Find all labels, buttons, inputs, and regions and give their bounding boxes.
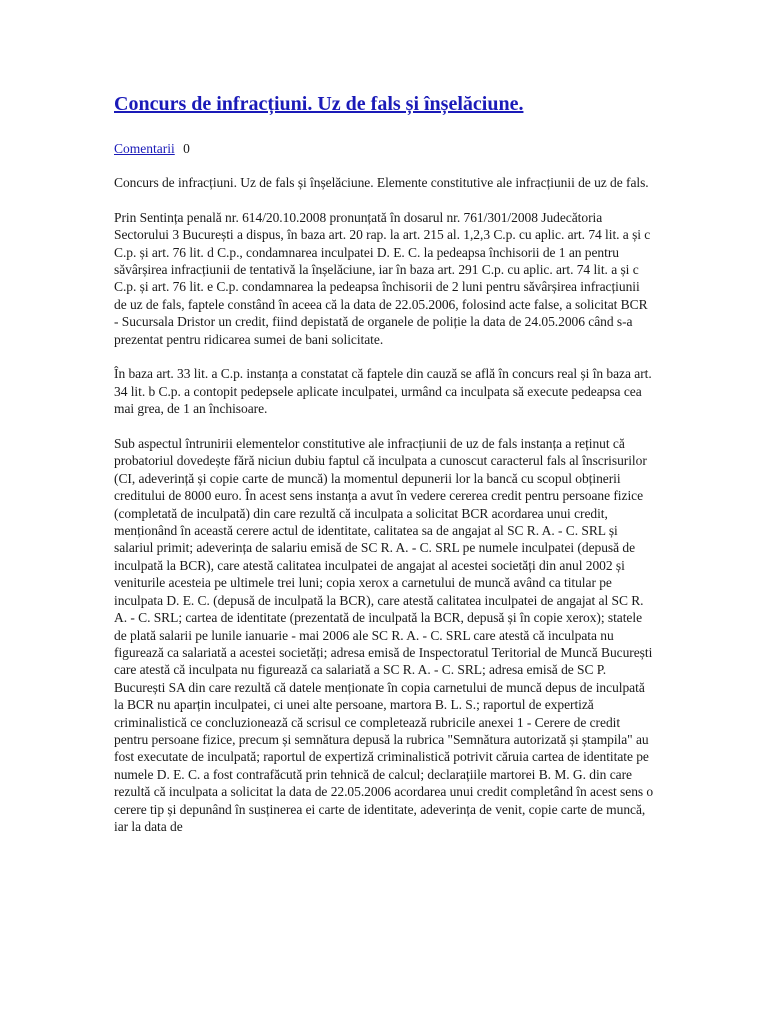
comments-link[interactable]: Comentarii bbox=[114, 141, 175, 156]
article-paragraph-sentence: Prin Sentința penală nr. 614/20.10.2008 pronunțată în dosarul nr. 761/301/2008 Judecătoria Sectorului 3 București a dispus, în baza art. 20 rap. la art. 215 al. 1,2,3 C.p. cu aplic. art. 74 lit. a și c C.p. și art. 76 lit. d C.p., condamnarea inculpatei D. E. C. la pedeapsa închisorii de 1 an pentru săvârșirea infracțiunii de tentativă la înșelăciune, iar în baza art. 291 C.p. cu aplic. art. 74 lit. a și c C.p. și art. 76 lit. e C.p. condamnarea la pedeapsa închisorii de 2 luni pentru săvârșirea infracțiunii de uz de fals, faptele constând în aceea că la data de 22.05.2006, folosind acte false, a solicitat BCR - Sucursala Dristor un credit, fiind depistată de organele de poliție la data de 24.05.2006 când s-a prezentat pentru ridicarea sumei de bani solicitate. bbox=[114, 209, 651, 347]
article-paragraph-evidence: Sub aspectul întrunirii elementelor constitutive ale infracțiunii de uz de fals instanța a reținut că probatoriul dovedește fără niciun dubiu faptul că inculpata a cunoscut caracterul fals al înscrisurilor (CI, adeverință și copie carte de muncă) la momentul depunerii lor la bancă cu scopul obținerii creditului de 8000 euro. În acest sens instanța a avut în vedere cererea credit pentru persoane fizice (completată de inculpată) din care rezultă că inculpata a solicitat BCR acordarea unui credit, menționând în această cerere actul de identitate, calitatea sa de angajat al SC R. A. - C. SRL și salariul primit; adeverința de salariu emisă de SC R. A. - C. SRL pe numele inculpatei (depusă de inculpată la BCR), care atestă calitatea inculpatei de angajat al acestei societăți din anul 2002 și veniturile acesteia pe ultimele trei luni; copia xerox a carnetului de muncă având ca titular pe inculpata D. E. C. (depusă de inculpată la BCR), care atestă calitatea inculpatei de angajat al SC R. A. - C. SRL; cartea de identitate (prezentată de inculpată la BCR, depusă și în copie xerox); statele de plată salarii pe lunile ianuarie - mai 2006 ale SC R. A. - C. SRL care atestă că inculpata nu figurează ca salariată a acestei societăți; adresa emisă de Inspectoratul Teritorial de Muncă București care atestă că inculpata nu figurează ca salariată a SC R. A. - C. SRL; adresa emisă de SC P. București SA din care rezultă că datele menționate în copia carnetului de muncă depus de inculpată la BCR nu aparțin inculpatei, ci unei alte persoane, martora B. L. S.; raportul de expertiză criminalistică ce concluzionează că scrisul ce completează rubricile anexei 1 - Cerere de credit pentru persoane fizice, precum și semnătura depusă la rubrica "Semnătura autorizată și ștampila" au fost executate de inculpată; raportul de expertiză criminalistică potrivit căruia cartea de identitate pe numele D. E. C. a fost contrafăcută prin tehnică de calcul; declarațiile martorei B. M. G. din care rezultă că inculpata a solicitat la data de 22.05.2006 acordarea unui credit completând în acest sens o cerere tip și depunând în susținerea ei carte de identitate, adeverința de venit, copie carte de muncă, iar la data de bbox=[114, 436, 654, 834]
article bbox=[114, 90, 654, 853]
article-paragraph-concurrence: În baza art. 33 lit. a C.p. instanța a constatat că faptele din cauză se află în concurs real și în baza art. 34 lit. b C.p. a contopit pedepsele aplicate inculpatei, urmând ca inculpata să execute pedeapsa cea mai grea, de 1 an închisoare. bbox=[114, 366, 652, 417]
article-title-link[interactable]: Concurs de infracțiuni. Uz de fals și înșelăciune. bbox=[114, 93, 524, 115]
article-paragraph-summary: Concurs de infracțiuni. Uz de fals și înșelăciune. Elemente constitutive ale infracțiunii de uz de fals. bbox=[114, 175, 649, 190]
comments-count: 0 bbox=[183, 141, 190, 156]
comments-row bbox=[114, 140, 654, 158]
